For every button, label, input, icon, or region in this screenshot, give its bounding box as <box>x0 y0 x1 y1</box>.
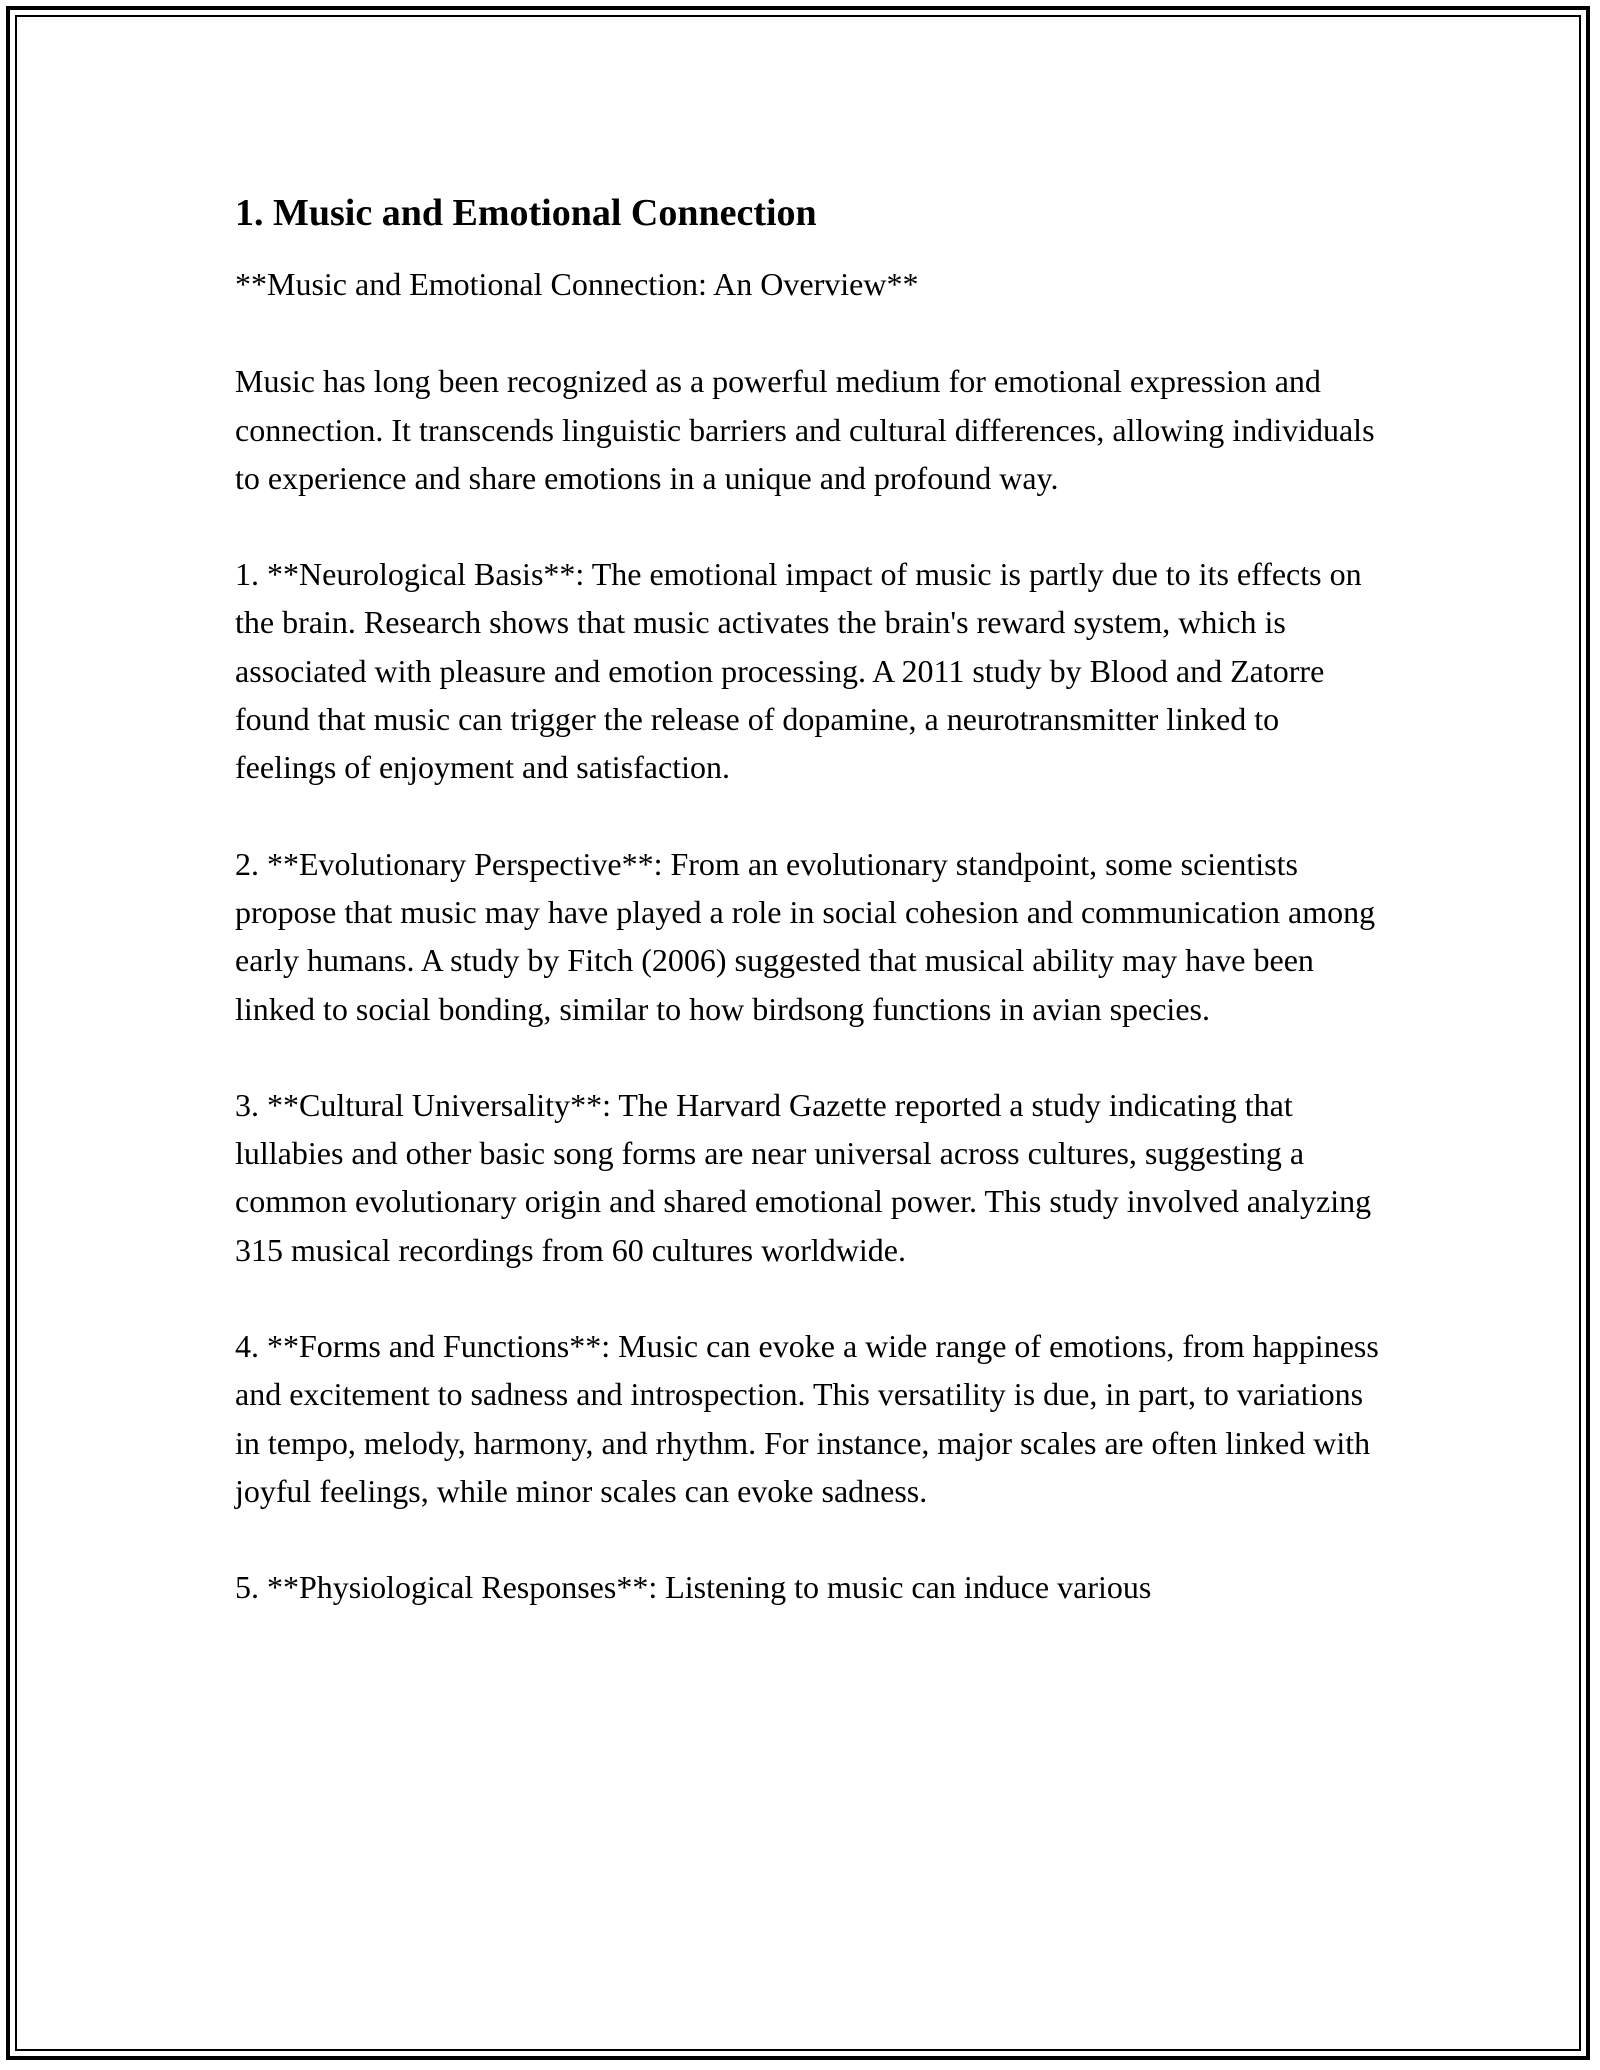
point-physiological-responses: 5. **Physiological Responses**: Listening to music can induce various <box>235 1569 1152 1606</box>
intro-paragraph: Music has long been recognized as a powerful medium for emotional expression and connection. It transcends linguistic barriers and cultural differences, allowing individuals to experience and share emotions in a unique and profound way. <box>235 363 1375 496</box>
section-heading: 1. Music and Emotional Connection <box>235 192 817 234</box>
point-forms-and-functions: 4. **Forms and Functions**: Music can evoke a wide range of emotions, from happiness and excitement to sadness and introspection. This versatility is due, in part, to variations in tempo, melody, harmony, and rhythm. For instance, major scales are often linked with joyful feelings, while minor scales can evoke sadness. <box>235 1328 1379 1509</box>
point-cultural-universality: 3. **Cultural Universality**: The Harvard Gazette reported a study indicating that lullabies and other basic song forms are near universal across cultures, suggesting a common evolutionary origin and shared emotional power. This study involved analyzing 315 musical recordings from 60 cultures worldwide. <box>235 1086 1372 1268</box>
point-evolutionary-perspective: 2. **Evolutionary Perspective**: From an evolutionary standpoint, some scientists propose that music may have played a role in social cohesion and communication among early humans. A study by Fitch (2006) suggested that musical ability may have been linked to social bonding, similar to how birdsong functions in avian species. <box>235 845 1376 1027</box>
overview-subtitle: **Music and Emotional Connection: An Overview** <box>235 266 919 302</box>
document-body <box>235 188 1385 1660</box>
point-neurological-basis: 1. **Neurological Basis**: The emotional impact of music is partly due to its effects on the brain. Research shows that music activates the brain's reward system, which is associated with pleasure and emotion processing. A 2011 study by Blood and Zatorre found that music can trigger the release of dopamine, a neurotransmitter linked to feelings of enjoyment and satisfaction. <box>235 556 1362 786</box>
